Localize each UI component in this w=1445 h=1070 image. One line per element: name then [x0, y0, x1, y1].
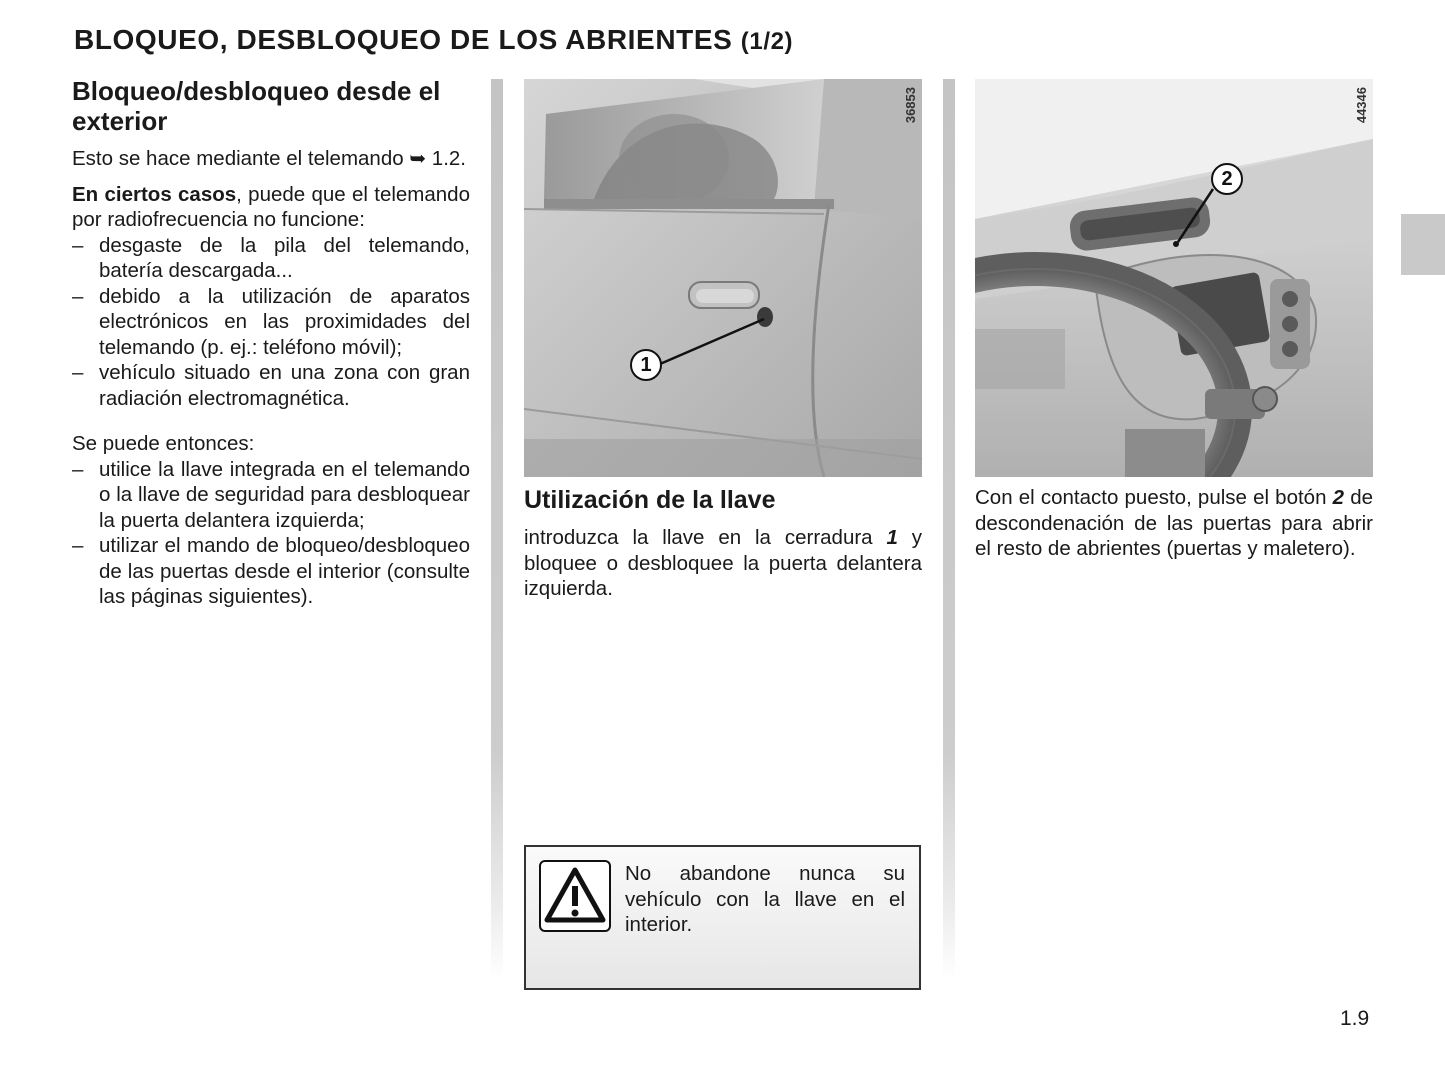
- list-item: [72, 233, 470, 284]
- intro-reference: 1.2.: [431, 147, 466, 170]
- cases-text: , puede que el telemando por radiofrecuencia no funcione:: [72, 182, 470, 231]
- callout-number-2: 2: [1211, 163, 1243, 195]
- dashboard-illustration: [975, 79, 1373, 477]
- list-item-text: utilice la llave integrada en el telemando o la llave de seguridad para desbloquear la puerta delantera izquierda;: [99, 457, 470, 532]
- list-dash: –: [72, 361, 84, 384]
- list-dash: –: [72, 233, 84, 257]
- image-reference-code: 44346: [1354, 87, 1369, 124]
- intro-paragraph: [72, 146, 470, 173]
- key-text-number: 1: [886, 526, 898, 549]
- key-paragraph: [524, 525, 922, 602]
- intro-text: Esto se hace mediante el telemando: [72, 147, 404, 170]
- section-heading-exterior: Bloqueo/desbloqueo desde el exterior: [72, 76, 441, 136]
- caption-text-after: de descondenación de las puertas para abrir el resto de abrientes (puertas y maletero).: [975, 486, 1374, 560]
- dashboard-drawing: [975, 79, 1373, 477]
- right-column: [975, 79, 1373, 571]
- caption-text-before: Con el contacto puesto, pulse el botón: [975, 486, 1333, 509]
- warning-text: No abandone nunca su vehículo con la llave en el interior.: [625, 862, 905, 936]
- callout-number-1: 1: [630, 349, 662, 381]
- reference-arrow-icon: ➥: [409, 148, 427, 170]
- car-door-illustration: [524, 79, 922, 477]
- column-divider-left: [491, 79, 503, 979]
- list-item-text: vehículo situado en una zona con gran radiación electromagnética.: [99, 361, 470, 410]
- page-title-part: (1/2): [740, 28, 794, 55]
- cases-paragraph: [72, 182, 470, 233]
- causes-list: [72, 233, 470, 412]
- cases-bold: En ciertos casos: [72, 182, 237, 206]
- warning-box: [524, 845, 921, 990]
- middle-column: [524, 79, 922, 611]
- actions-list: [72, 457, 470, 610]
- key-text-after: y bloquee o desbloquee la puerta delantera izquierda.: [524, 526, 922, 600]
- warning-triangle-icon: [539, 860, 611, 932]
- page-number: 1.9: [1340, 1007, 1370, 1030]
- list-item: [72, 284, 470, 361]
- car-door-drawing: [524, 79, 922, 477]
- then-paragraph: Se puede entonces:: [72, 432, 255, 455]
- caption-text-number: 2: [1332, 486, 1345, 509]
- list-dash: –: [72, 284, 84, 308]
- key-text-before: introduzca la llave en la cerradura: [524, 526, 887, 549]
- list-item: [72, 360, 470, 411]
- list-item-text: utilizar el mando de bloqueo/desbloqueo de las puertas desde el interior (consulte las páginas siguientes).: [99, 534, 470, 608]
- list-item-text: desgaste de la pila del telemando, batería descargada...: [99, 233, 470, 282]
- section-heading-key: Utilización de la llave: [524, 486, 776, 514]
- list-dash: –: [72, 534, 84, 557]
- list-item: [72, 533, 470, 610]
- list-item: [72, 457, 470, 534]
- list-item-text: debido a la utilización de aparatos electrónicos en las proximidades del telemando (p. ej.: teléfono móvil);: [99, 284, 470, 359]
- image-reference-code: 36853: [903, 87, 918, 124]
- page-title: [74, 24, 793, 56]
- page-title-text: BLOQUEO, DESBLOQUEO DE LOS ABRIENTES: [74, 24, 733, 55]
- list-dash: –: [72, 457, 84, 481]
- dashboard-caption: [975, 485, 1373, 562]
- column-divider-right: [943, 79, 955, 979]
- section-tab: [1401, 214, 1445, 275]
- left-column: [72, 76, 470, 619]
